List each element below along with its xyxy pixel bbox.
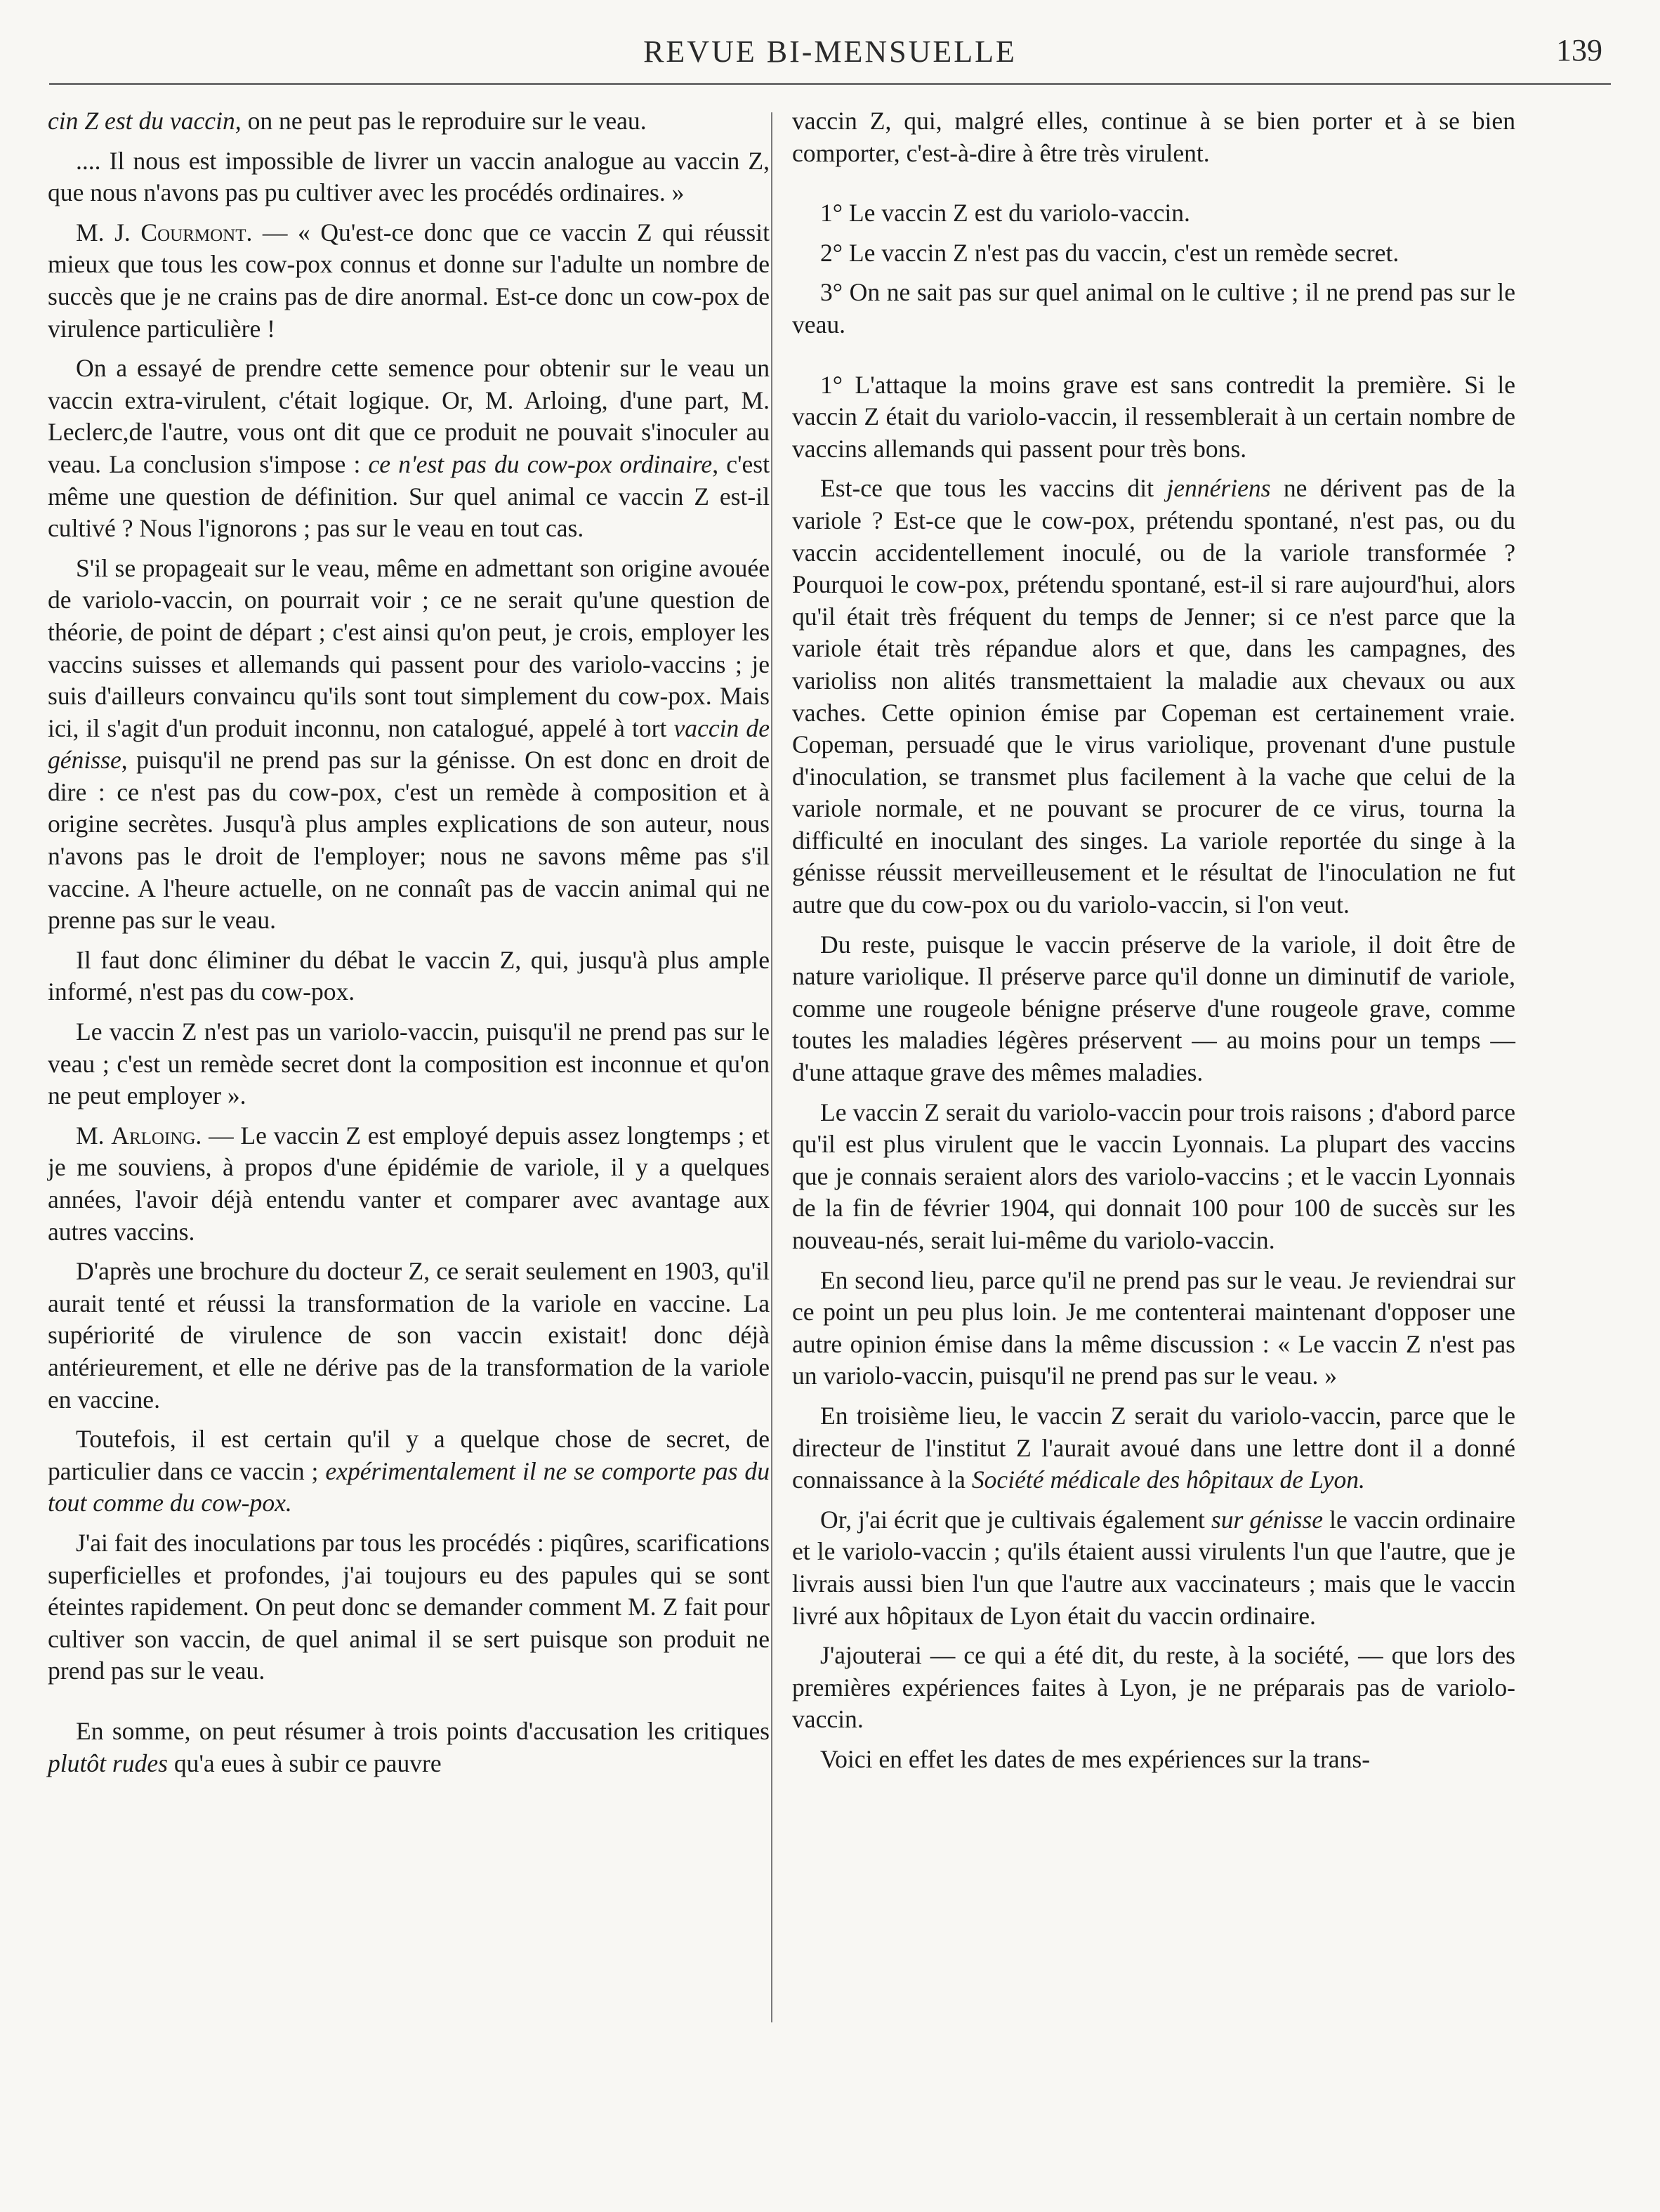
list-item: 2° Le vaccin Z n'est pas du vaccin, c'est un remède secret. — [820, 238, 1399, 267]
italic-text: sur génisse — [1211, 1505, 1324, 1534]
page-header — [42, 28, 1618, 77]
paragraph: .... Il nous est impossible de livrer un vaccin analogue au vaccin Z, que nous n'avons pas pu cultiver avec les procédés ordinaires. » — [48, 146, 770, 207]
text: le vaccin ordinaire et le variolo-vaccin ; qu'ils étaient aussi virulents l'un que l'autre, que je livrais aussi bien l'un que l'autre aux vaccinateurs ; mais que le vaccin livré aux hôpitaux de Lyon était du vaccin ordinaire. — [792, 1505, 1515, 1630]
text: Toutefois, il est certain qu'il y a quelque chose de secret, de particulier dans ce vaccin ; — [48, 1425, 770, 1485]
text: . — Le vaccin Z est employé depuis assez longtemps ; et je me souviens, à propos d'une épidémie de variole, il y a quelques années, l'avoir déjà entendu vanter et comparer avec avantage aux autres vaccins. — [48, 1121, 770, 1246]
paragraph — [48, 1423, 770, 1520]
text: S'il se propageait sur le veau, même en admettant son origine avouée de variolo-vaccin, on pourrait voir ; ce ne serait qu'une question de théorie, de point de départ ; c'est ainsi qu'on peut, je crois, employer les vaccins suisses et allemands qui passent pour des variolo-vaccins ; je suis d'ailleurs convaincu qu'ils sont tout simplement du cow-pox. Mais ici, il s'agit d'un produit inconnu, non catalogué, appelé à tort — [48, 553, 770, 742]
italic-text: plutôt rudes — [48, 1749, 168, 1777]
paragraph: Il faut donc éliminer du débat le vaccin Z, qui, jusqu'à plus ample informé, n'est pas du cow-pox. — [48, 945, 770, 1006]
text: Or, j'ai écrit que je cultivais également — [820, 1505, 1211, 1534]
paragraph: Le vaccin Z n'est pas un variolo-vaccin, puisqu'il ne prend pas sur le veau ; c'est un remède secret dont la composition est inconnue et qu'on ne peut employer ». — [48, 1018, 770, 1110]
paragraph — [48, 1716, 770, 1779]
paragraph: Du reste, puisque le vaccin préserve de la variole, il doit être de nature variolique. Il préserve parce qu'il donne un diminutif de variole, comme une rougeole bénigne préserve d'une rougeole grave, comme toutes les maladies légères préservent — au moins pour un temps — d'une attaque grave des mêmes maladies. — [792, 930, 1515, 1087]
right-column — [792, 105, 1515, 1784]
text: on ne peut pas le reproduire sur le veau. — [241, 107, 647, 135]
column-divider — [771, 112, 772, 2022]
text: , c'est même une question de définition. Sur quel animal ce vaccin Z est-il cultivé ? Nous l'ignorons ; pas sur le veau en tout cas. — [48, 449, 770, 543]
paragraph: 1° L'attaque la moins grave est sans contredit la première. Si le vaccin Z était du variolo-vaccin, il ressemblerait à un certain nombre de vaccins allemands qui passent pour très bons. — [792, 370, 1515, 463]
text: M. J. — [76, 218, 141, 246]
text: ne dérivent pas de la variole ? Est-ce que le cow-pox, prétendu spontané, n'est pas, ou du vaccin accidentellement inoculé, ou de la variole transformée ? Pourquoi le cow-pox, prétendu spontané, est-il si rare aujourd'hui, alors qu'il était très fréquent du temps de Jenner; si ce n'est parce que la variole était très répandue alors et que, dans les campagnes, des varioliss non alités transmettaient la maladie aux chevaux ou aux vaches. Cette opinion émise par Copeman est certainement vraie. Copeman, persuadé que le virus variolique, provenant d'une pustule d'inoculation, se transmet plus facilement à la vache que celui de la variole normale, et ne pouvant se procurer de ce virus, tourna la difficulté en inoculant des singes. La variole reportée du singe à la génisse réussit merveilleusement et le résultat de l'inoculation ne fut autre que du cow-pox ou du variolo-vaccin, si l'on veut. — [792, 474, 1515, 919]
paragraph: D'après une brochure du docteur Z, ce serait seulement en 1903, qu'il aurait tenté et réussi la transformation de la variole en vaccine. La supériorité de virulence de son vaccin existait! donc déjà antérieurement, et elle ne dérive pas de la transformation de la variole en vaccine. — [48, 1257, 770, 1414]
italic-text: cin Z est du vaccin, — [48, 107, 242, 135]
text: qu'a eues à subir ce pauvre — [167, 1749, 442, 1777]
page-number: 139 — [1556, 33, 1602, 67]
paragraph: J'ai fait des inoculations par tous les procédés : piqûres, scarifications superficielles et profondes, j'ai toujours eu des papules qui se sont éteintes rapidement. On peut donc se demander comment M. Z fait pour cultiver son vaccin, de quel animal il se sert puisque son produit ne prend pas sur le veau. — [48, 1528, 770, 1685]
text: . — « Qu'est-ce donc que ce vaccin Z qui réussit mieux que tous les cow-pox connus et donne sur l'adulte un nombre de succès que je ne crains pas de dire anormal. Est-ce donc un cow-pox de virulence particulière ! — [48, 218, 770, 343]
list-item: 1° Le vaccin Z est du variolo-vaccin. — [820, 199, 1190, 228]
running-title: REVUE BI-MENSUELLE — [643, 34, 1017, 69]
text: On a essayé de prendre cette semence pour obtenir sur le veau un vaccin extra-virulent, c'était logique. Or, M. Arloing, d'une part, M. Leclerc,de l'autre, vous ont dit que ce produit ne pouvait s'inoculer au veau. La conclusion s'impose : — [48, 354, 770, 478]
italic-text: ce n'est pas du cow-pox ordinaire — [368, 449, 713, 478]
text: , puisqu'il ne prend pas sur la génisse. On est donc en droit de dire : ce n'est pas du cow-pox, c'est un remède à composition et à origine secrètes. Jusqu'à plus amples explications de son auteur, nous n'avons pas le droit de l'employer; nous ne savons même pas s'il vaccine. A l'heure actuelle, on ne connaît pas de vaccin animal qui ne prenne pas sur le veau. — [48, 746, 770, 935]
italic-text: expérimentalement il ne se comporte pas du tout comme du cow-pox. — [48, 1456, 770, 1518]
text: En troisième lieu, le vaccin Z serait du variolo-vaccin, parce que le directeur de l'institut Z l'aurait avoué dans une lettre dont il a donné connaissance à la — [792, 1401, 1515, 1494]
paragraph: vaccin Z, qui, malgré elles, continue à se bien porter et à se bien comporter, c'est-à-dire à être très virulent. — [792, 107, 1515, 167]
paragraph — [792, 1400, 1515, 1496]
text: M. — [76, 1121, 112, 1150]
paragraph — [48, 353, 770, 545]
paragraph: En second lieu, parce qu'il ne prend pas sur le veau. Je reviendrai sur ce point un peu plus loin. Je me contenterai maintenant d'opposer une autre opinion émise dans la même discussion : « Le vaccin Z n'est pas un variolo-vaccin, puisqu'il ne prend pas sur le veau. » — [792, 1265, 1515, 1390]
paragraph — [792, 1504, 1515, 1632]
paragraph — [48, 1120, 770, 1248]
italic-text: vaccin de génisse — [48, 713, 770, 775]
speaker-name: Courmont — [140, 218, 246, 246]
speaker-name: Arloing — [111, 1121, 196, 1150]
paragraph — [48, 553, 770, 937]
paragraph: Voici en effet les dates de mes expériences sur la trans- — [820, 1744, 1371, 1773]
paragraph: J'ajouterai — ce qui a été dit, du reste, à la société, — que lors des premières expériences faites à Lyon, je ne préparais pas de variolo-vaccin. — [792, 1641, 1515, 1734]
header-rule — [49, 83, 1611, 85]
paragraph: Le vaccin Z serait du variolo-vaccin pour trois raisons ; d'abord parce qu'il est plus virulent que le vaccin Lyonnais. La plupart des vaccins que je connais seraient alors des variolo-vaccins ; et le vaccin Lyonnais de la fin de février 1904, qui donnait 100 pour 100 de succès sur les nouveau-nés, serait lui-même du variolo-vaccin. — [792, 1098, 1515, 1254]
paragraph — [48, 105, 770, 138]
text: En somme, on peut résumer à trois points d'accusation les critiques — [76, 1716, 770, 1745]
paragraph — [48, 217, 770, 345]
italic-text: jennériens — [1166, 474, 1271, 503]
text: Est-ce que tous les vaccins dit — [820, 474, 1167, 503]
paragraph — [792, 473, 1515, 921]
list-item: 3° On ne sait pas sur quel animal on le cultive ; il ne prend pas sur le veau. — [792, 278, 1515, 338]
left-column — [48, 105, 770, 1787]
italic-text: Société médicale des hôpitaux de Lyon. — [971, 1466, 1365, 1494]
